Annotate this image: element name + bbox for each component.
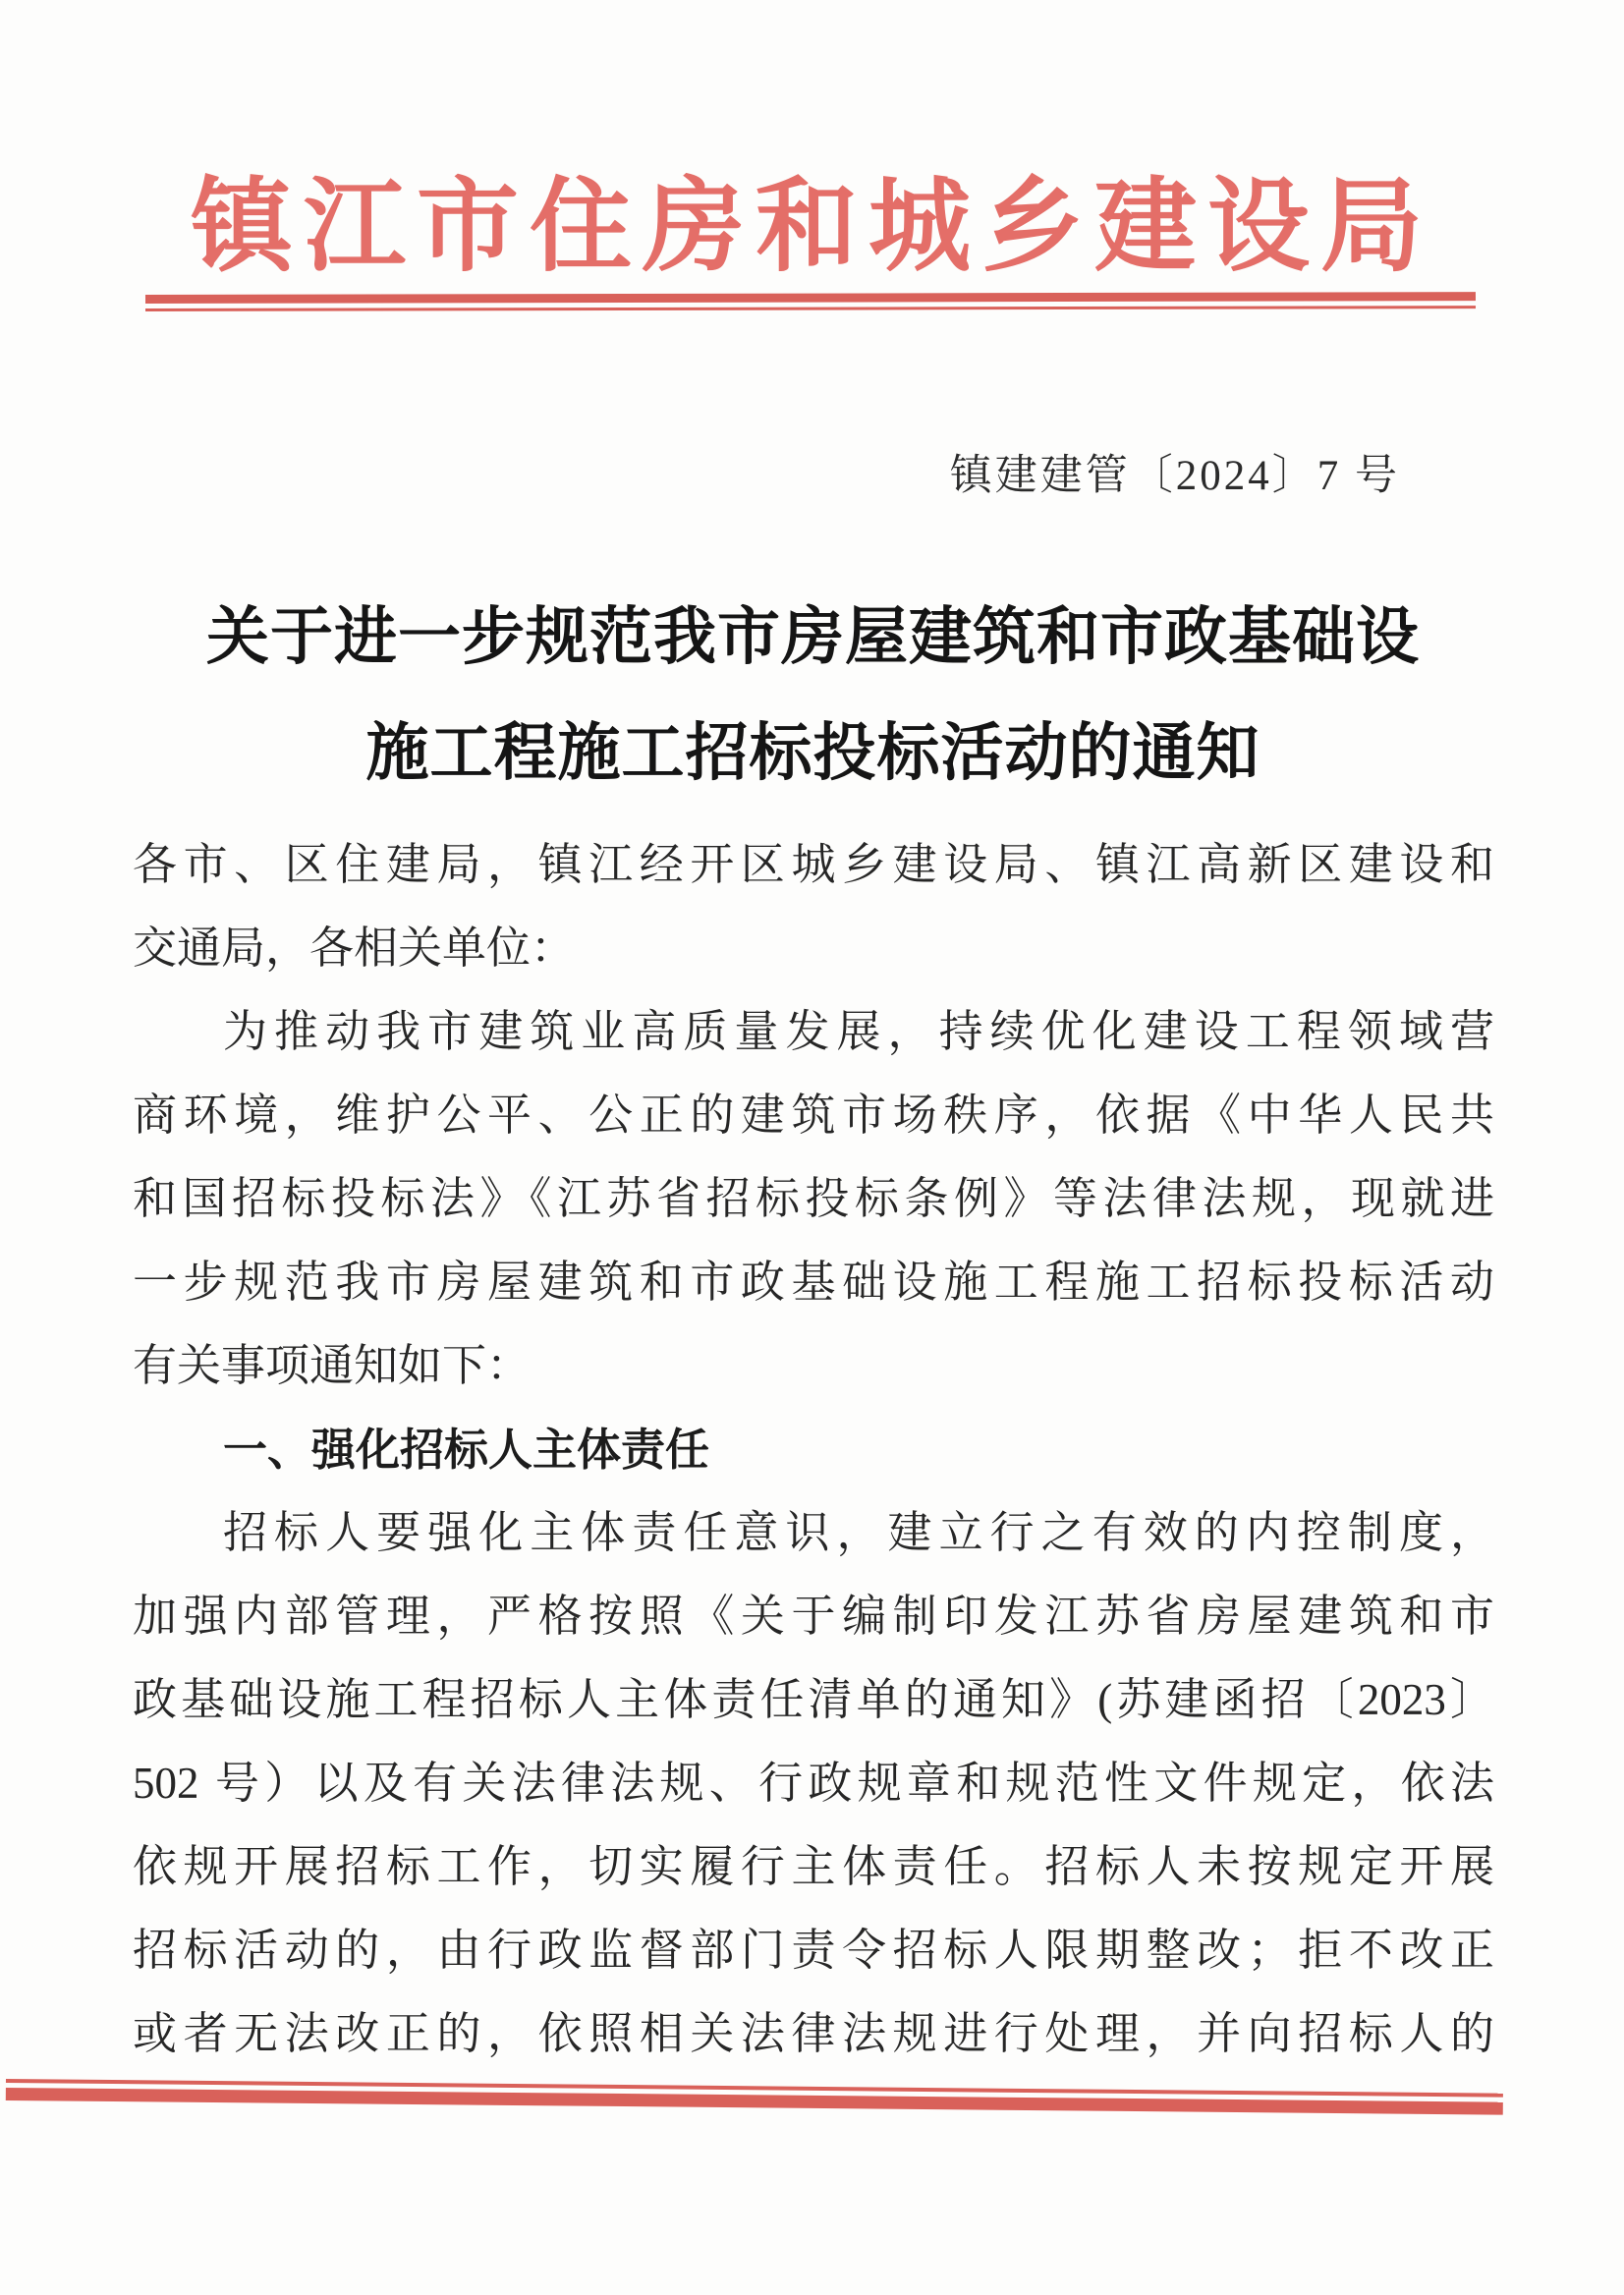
section-heading: 一、强化招标人主体责任 [223, 1425, 710, 1475]
body-line: 有关事项通知如下： [133, 1341, 532, 1390]
body-line: 加强内部管理，严格按照《关于编制印发江苏省房屋建筑和市 [133, 1592, 1494, 1641]
body-line: 政基础设施工程招标人主体责任清单的通知》(苏建函招〔2023〕 [133, 1675, 1494, 1724]
body-line: 依规开展招标工作，切实履行主体责任。招标人未按规定开展 [133, 1842, 1494, 1891]
body-text [133, 823, 1494, 2076]
body-line: 交通局，各相关单位： [133, 924, 576, 973]
letterhead-agency-name: 镇江市住房和城乡建设局 [190, 171, 1433, 284]
body-line: 或者无法改正的，依照相关法律法规进行处理，并向招标人的 [133, 2009, 1494, 2058]
document-title-line2: 施工程施工招标投标活动的通知 [365, 718, 1260, 788]
body-line: 各市、区住建局，镇江经开区城乡建设局、镇江高新区建设和 [133, 840, 1494, 889]
document-title-line1: 关于进一步规范我市房屋建筑和市政基础设 [206, 602, 1420, 672]
body-line: 商环境，维护公平、公正的建筑市场秩序，依据《中华人民共 [133, 1091, 1494, 1140]
footer-double-rule [6, 2079, 1503, 2115]
body-line: 招标活动的，由行政监督部门责令招标人限期整改；拒不改正 [133, 1926, 1494, 1975]
body-line: 一步规范我市房屋建筑和市政基础设施工程施工招标投标活动 [133, 1258, 1494, 1307]
letterhead-rule-thick [145, 292, 1476, 304]
letterhead-rule-thin [145, 306, 1476, 311]
body-line: 招标人要强化主体责任意识，建立行之有效的内控制度， [223, 1508, 1494, 1557]
document-number: 镇建建管〔2024〕7 号 [949, 453, 1400, 499]
body-line: 502 号）以及有关法律法规、行政规章和规范性文件规定，依法 [133, 1759, 1494, 1808]
body-line: 为推动我市建筑业高质量发展，持续优化建设工程领域营 [223, 1007, 1494, 1056]
letterhead-double-rule [145, 292, 1476, 311]
body-line: 和国招标投标法》《江苏省招标投标条例》等法律法规，现就进 [133, 1174, 1494, 1223]
document-title [128, 580, 1498, 812]
